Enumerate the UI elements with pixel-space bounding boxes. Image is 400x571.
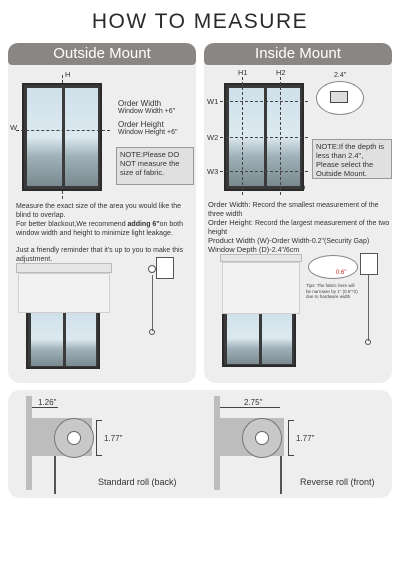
- standard-dim-top: 1.26": [38, 398, 57, 407]
- inside-order-height: Order Height: Record the largest measurement of the two height: [208, 218, 390, 236]
- outside-shade-cassette: [16, 263, 112, 273]
- outside-chain: [152, 275, 153, 331]
- inside-label-d: D: [300, 183, 306, 192]
- outside-width-line: [16, 130, 110, 131]
- outside-label-h: H: [65, 70, 71, 79]
- inside-shade-window: [222, 307, 296, 367]
- roll-direction-panel: [8, 390, 392, 498]
- inside-bracket-icon: [360, 253, 378, 275]
- inside-product-width: Product Width (W)-Order Width-0.2"(Security Gap): [208, 236, 370, 245]
- depth-label: 2.4": [334, 72, 347, 79]
- outside-label-w: W: [10, 123, 18, 132]
- outside-bracket-icon: [156, 257, 174, 279]
- outside-height-line: [62, 75, 63, 199]
- inside-label-h1: H1: [238, 68, 248, 77]
- inside-window-depth: Window Depth (D)-2.4"/6cm: [208, 245, 300, 254]
- inside-label-w2: W2: [207, 133, 219, 142]
- outside-shade-window: [26, 307, 100, 369]
- inside-order-width: Order Width: Record the smallest measurement of the three width: [208, 200, 379, 218]
- inside-shade-cassette: [220, 254, 302, 262]
- reverse-roll-caption: Reverse roll (front): [300, 477, 375, 487]
- inside-shade-fabric: [222, 262, 300, 314]
- outside-desc-3: Just a friendly reminder that it's up to you to make this adjustment.: [16, 247, 184, 263]
- inside-label-w3: W3: [207, 167, 219, 176]
- outside-order-height: Order Height Window Height +6": [118, 120, 178, 136]
- inside-mount-panel: [204, 43, 392, 383]
- standard-dim-side: 1.77": [104, 434, 123, 443]
- inside-label-h2: H2: [276, 68, 286, 77]
- inside-note: NOTE:If the depth is less than 2.4", Please select the Outside Mount.: [312, 139, 392, 179]
- outside-desc-1: Measure the exact size of the area you would like the blind to overlap.: [16, 203, 181, 219]
- inside-mount-header: Inside Mount: [204, 43, 392, 65]
- outside-mount-header: Outside Mount: [8, 43, 196, 65]
- reverse-dim-top: 2.75": [244, 398, 263, 407]
- tip-text: Tips: The fabric here will be narrower by 1" (0.5"*2) due to hardware width: [306, 283, 358, 299]
- outside-mount-panel: [8, 43, 196, 383]
- tip-dim: 0.6": [336, 270, 347, 276]
- outside-desc-2: For better blackout,We recommend adding 6"on both window width and height to minimize light leakage.: [16, 221, 183, 237]
- page-title: HOW TO MEASURE: [91, 10, 309, 33]
- tip-bubble: [308, 255, 358, 279]
- outside-shade-fabric: [18, 273, 110, 313]
- inside-label-w1: W1: [207, 97, 219, 106]
- standard-roll-caption: Standard roll (back): [98, 477, 177, 487]
- inside-chain: [368, 275, 369, 341]
- outside-order-width: Order Width Window Width +6": [118, 99, 176, 115]
- outside-note: NOTE:Please DO NOT measure the size of fabric.: [116, 147, 194, 185]
- reverse-dim-side: 1.77": [296, 434, 315, 443]
